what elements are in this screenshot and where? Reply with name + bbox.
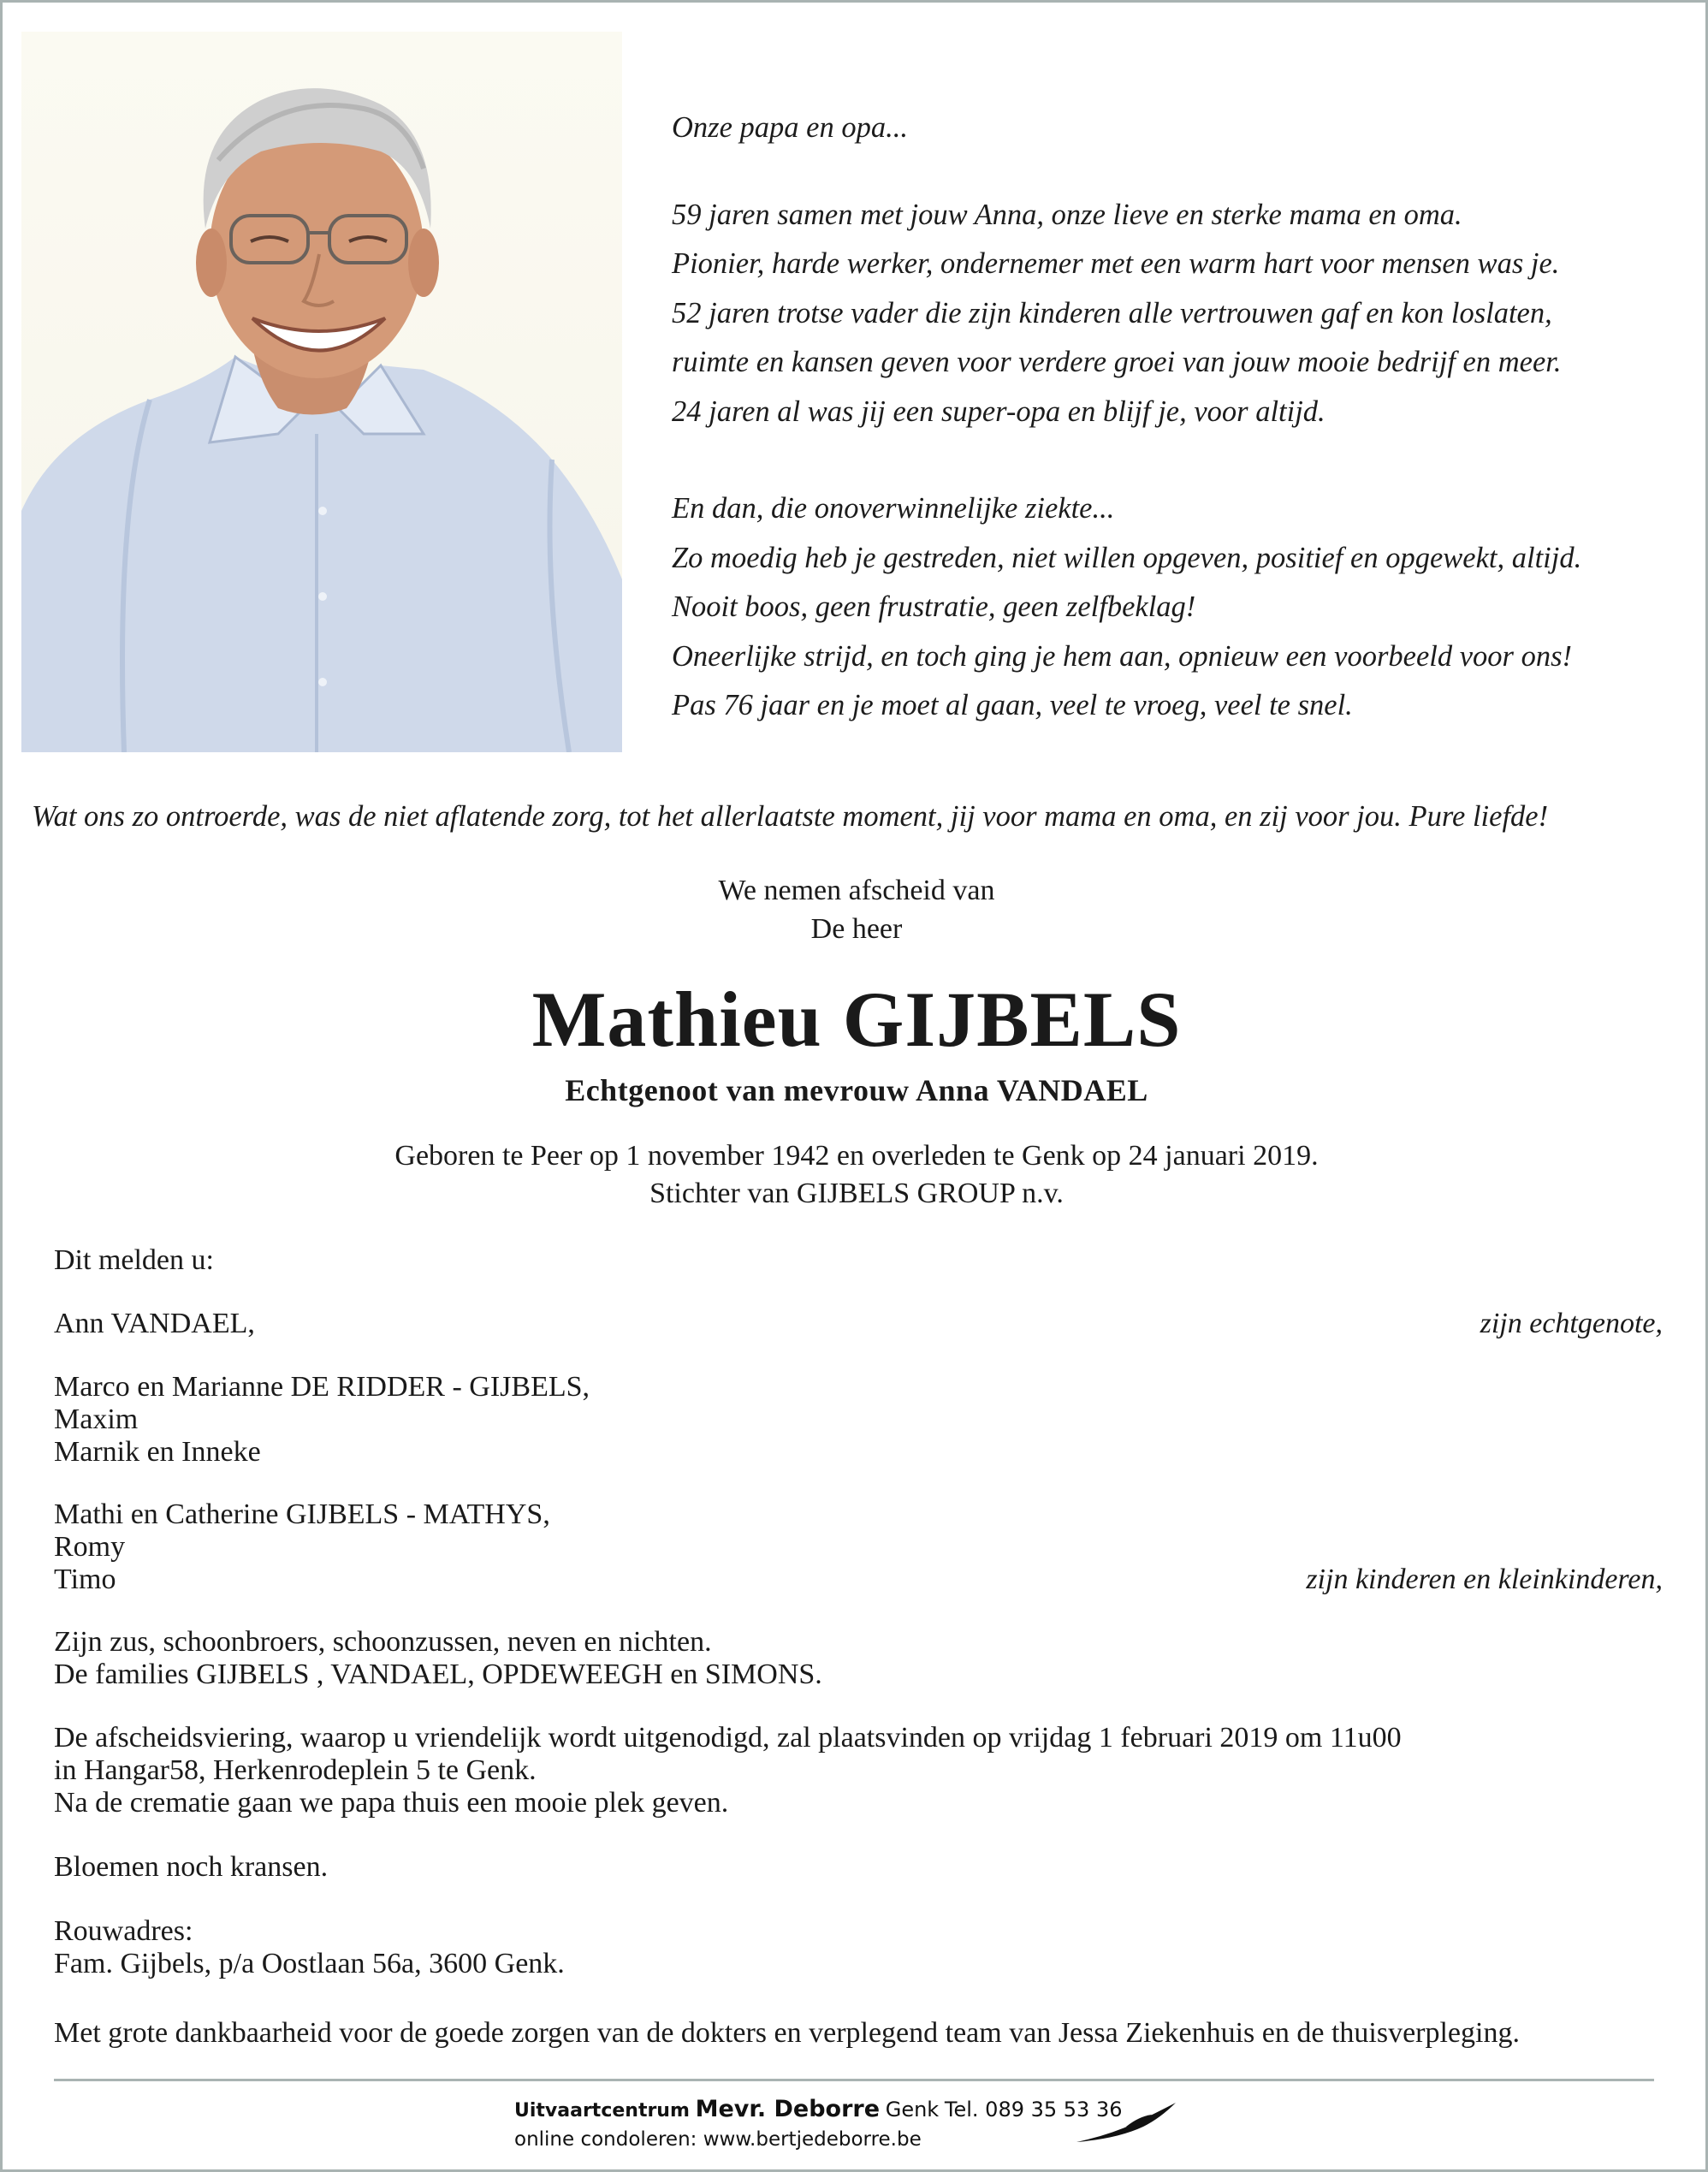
- spouse-name: Ann VANDAEL,: [54, 1308, 255, 1339]
- address-block: [54, 1915, 1663, 1980]
- life-dates: [3, 1137, 1708, 1213]
- poem-line: Oneerlijke strijd, en toch ging je hem aan, opnieuw een voorbeeld voor ons!: [672, 639, 1573, 673]
- relatives-line: Zijn zus, schoonbroers, schoonzussen, neven en nichten.: [54, 1626, 712, 1658]
- family-line: Marnik en Inneke: [54, 1436, 261, 1468]
- founder-line: Stichter van GIJBELS GROUP n.v.: [649, 1178, 1064, 1209]
- poem-line: 52 jaren trotse vader die zijn kinderen alle vertrouwen gaf en kon loslaten,: [672, 296, 1552, 329]
- dates-line: Geboren te Peer op 1 november 1942 en overleden te Genk op 24 januari 2019.: [394, 1140, 1319, 1172]
- family-line: Marco en Marianne DE RIDDER - GIJBELS,: [54, 1371, 590, 1403]
- funeral-home-footer: [514, 2096, 1199, 2154]
- family-line: Maxim: [54, 1403, 139, 1435]
- footer-divider: [54, 2079, 1654, 2081]
- deceased-name: Mathieu GIJBELS: [531, 976, 1182, 1063]
- poem-line: Pas 76 jaar en je moet al gaan, veel te vroeg, veel te snel.: [672, 689, 1353, 721]
- ceremony-line: Na de crematie gaan we papa thuis een mooie plek geven.: [54, 1787, 729, 1819]
- spouse-relation: zijn echtgenote,: [1480, 1308, 1663, 1339]
- poem-line: Pionier, harde werker, ondernemer met een warm hart voor mensen was je.: [672, 247, 1560, 280]
- footer-prefix: Uitvaartcentrum: [514, 2100, 690, 2122]
- ceremony-block: [54, 1722, 1663, 1819]
- family-block-2: [54, 1498, 1663, 1596]
- thanks-text: Met grote dankbaarheid voor de goede zorgen van de dokters en verplegend team van Jessa Ziekenhuis en de thuisverpleging.: [54, 2017, 1520, 2049]
- footer-city: Genk: [885, 2098, 940, 2122]
- relatives-line: De families GIJBELS , VANDAEL, OPDEWEEGH en SIMONS.: [54, 1659, 822, 1690]
- lead-text: Dit melden u:: [54, 1244, 214, 1276]
- portrait-illustration: [21, 32, 622, 752]
- intro: [3, 871, 1708, 948]
- poem-line: En dan, die onoverwinnelijke ziekte...: [672, 492, 1115, 525]
- ceremony-line: in Hangar58, Herkenrodeplein 5 te Genk.: [54, 1754, 537, 1786]
- intro-line: De heer: [810, 913, 903, 945]
- portrait-photo: [21, 32, 622, 752]
- ceremony-line: De afscheidsviering, waarop u vriendelijk wordt uitgenodigd, zal plaatsvinden op vrijdag 1 februari 2019 om 11u00: [54, 1722, 1402, 1754]
- family-line: Romy: [54, 1531, 126, 1563]
- poem-line: 24 jaren al was jij een super-opa en blijf je, voor altijd.: [672, 395, 1325, 428]
- intro-line: We nemen afscheid van: [718, 875, 995, 906]
- flowers-note: [54, 1851, 1663, 1884]
- footer-online: online condoleren: www.bertjedeborre.be: [514, 2128, 922, 2151]
- footer-phone: Tel. 089 35 53 36: [944, 2098, 1123, 2122]
- relatives-block: [54, 1626, 1663, 1691]
- poem-line: Zo moedig heb je gestreden, niet willen opgeven, positief en opgewekt, altijd.: [672, 541, 1582, 574]
- address-text: Fam. Gijbels, p/a Oostlaan 56a, 3600 Genk.: [54, 1948, 565, 1979]
- family-line: Timo: [54, 1564, 116, 1595]
- announcement-lead: [54, 1244, 1663, 1277]
- poem-line: ruimte en kansen geven voor verdere groei van jouw mooie bedrijf en meer.: [672, 346, 1562, 378]
- address-label: Rouwadres:: [54, 1915, 193, 1947]
- family-line: Mathi en Catherine GIJBELS - MATHYS,: [54, 1498, 550, 1530]
- footer-brand: Mevr. Deborre: [695, 2096, 881, 2122]
- poem: [672, 104, 1690, 731]
- poem-line: Nooit boos, geen frustratie, geen zelfbeklag!: [672, 590, 1196, 623]
- flowers-text: Bloemen noch kransen.: [54, 1851, 329, 1883]
- bird-logo-icon: [1075, 2101, 1179, 2145]
- poem-opening: Onze papa en opa...: [672, 111, 908, 144]
- family-block-1: [54, 1371, 1663, 1469]
- thanks-note: [54, 2017, 1663, 2050]
- tribute-line: Wat ons zo ontroerde, was de niet aflatende zorg, tot het allerlaatste moment, jij voor mama en oma, en zij voor jou. Pure liefde!: [32, 800, 1549, 833]
- spouse-line: Echtgenoot van mevrouw Anna VANDAEL: [565, 1073, 1148, 1107]
- poem-line: 59 jaren samen met jouw Anna, onze lieve en sterke mama en oma.: [672, 198, 1462, 231]
- spouse-block: [54, 1308, 1663, 1340]
- family-relation: zijn kinderen en kleinkinderen,: [1306, 1564, 1663, 1595]
